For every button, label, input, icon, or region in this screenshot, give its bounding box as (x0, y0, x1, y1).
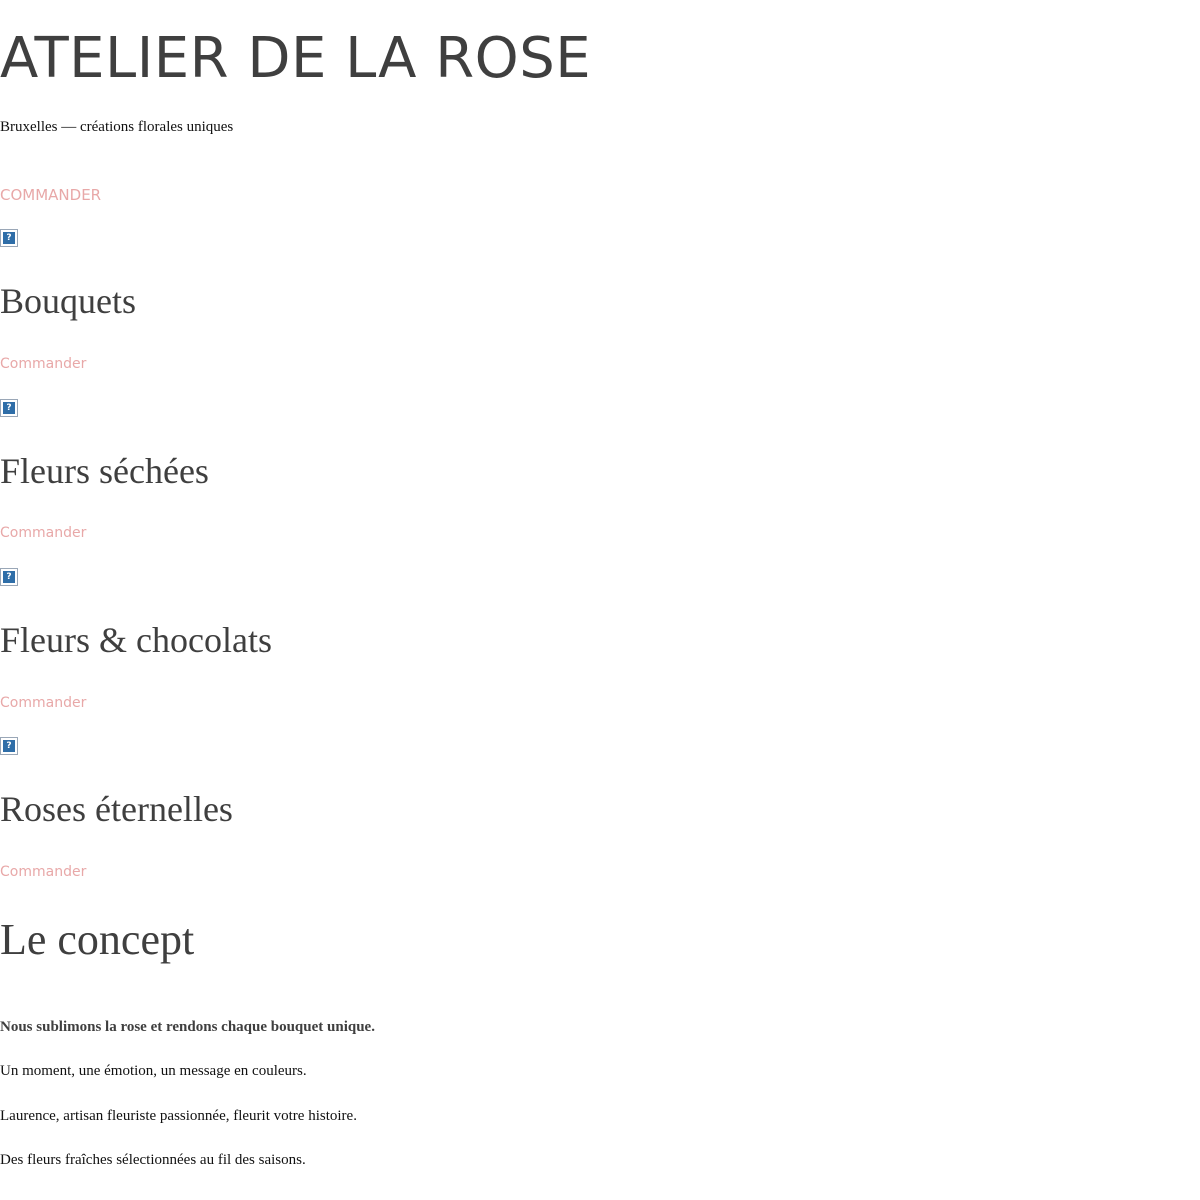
concept-lead: Nous sublimons la rose et rendons chaque bouquet unique. (0, 1019, 375, 1035)
category-title-fleurs-sechees: Fleurs séchées (0, 451, 209, 491)
tagline: Bruxelles — créations florales uniques (0, 119, 234, 135)
concept-paragraph: Des fleurs fraîches sélectionnées au fil des saisons. (0, 1152, 306, 1168)
category-title-bouquets: Bouquets (0, 281, 137, 321)
category-order-link-bouquets[interactable]: Commander (0, 356, 87, 372)
broken-image-icon[interactable]: ? (0, 737, 18, 755)
concept-paragraph: Laurence, artisan fleuriste passionnée, fleurit votre histoire. (0, 1108, 357, 1124)
category-title-roses-eternelles: Roses éternelles (0, 789, 233, 829)
concept-title: Le concept (0, 915, 195, 964)
category-title-fleurs-chocolats: Fleurs & chocolats (0, 620, 272, 660)
order-button[interactable]: COMMANDER (0, 186, 102, 204)
category-order-link-fleurs-chocolats[interactable]: Commander (0, 695, 87, 711)
broken-image-icon[interactable]: ? (0, 229, 18, 247)
concept-paragraph: Un moment, une émotion, un message en couleurs. (0, 1063, 307, 1079)
category-order-link-fleurs-sechees[interactable]: Commander (0, 525, 87, 541)
category-order-link-roses-eternelles[interactable]: Commander (0, 864, 87, 880)
site-title: ATELIER DE LA ROSE (0, 26, 592, 91)
broken-image-icon[interactable]: ? (0, 568, 18, 586)
broken-image-icon[interactable]: ? (0, 399, 18, 417)
